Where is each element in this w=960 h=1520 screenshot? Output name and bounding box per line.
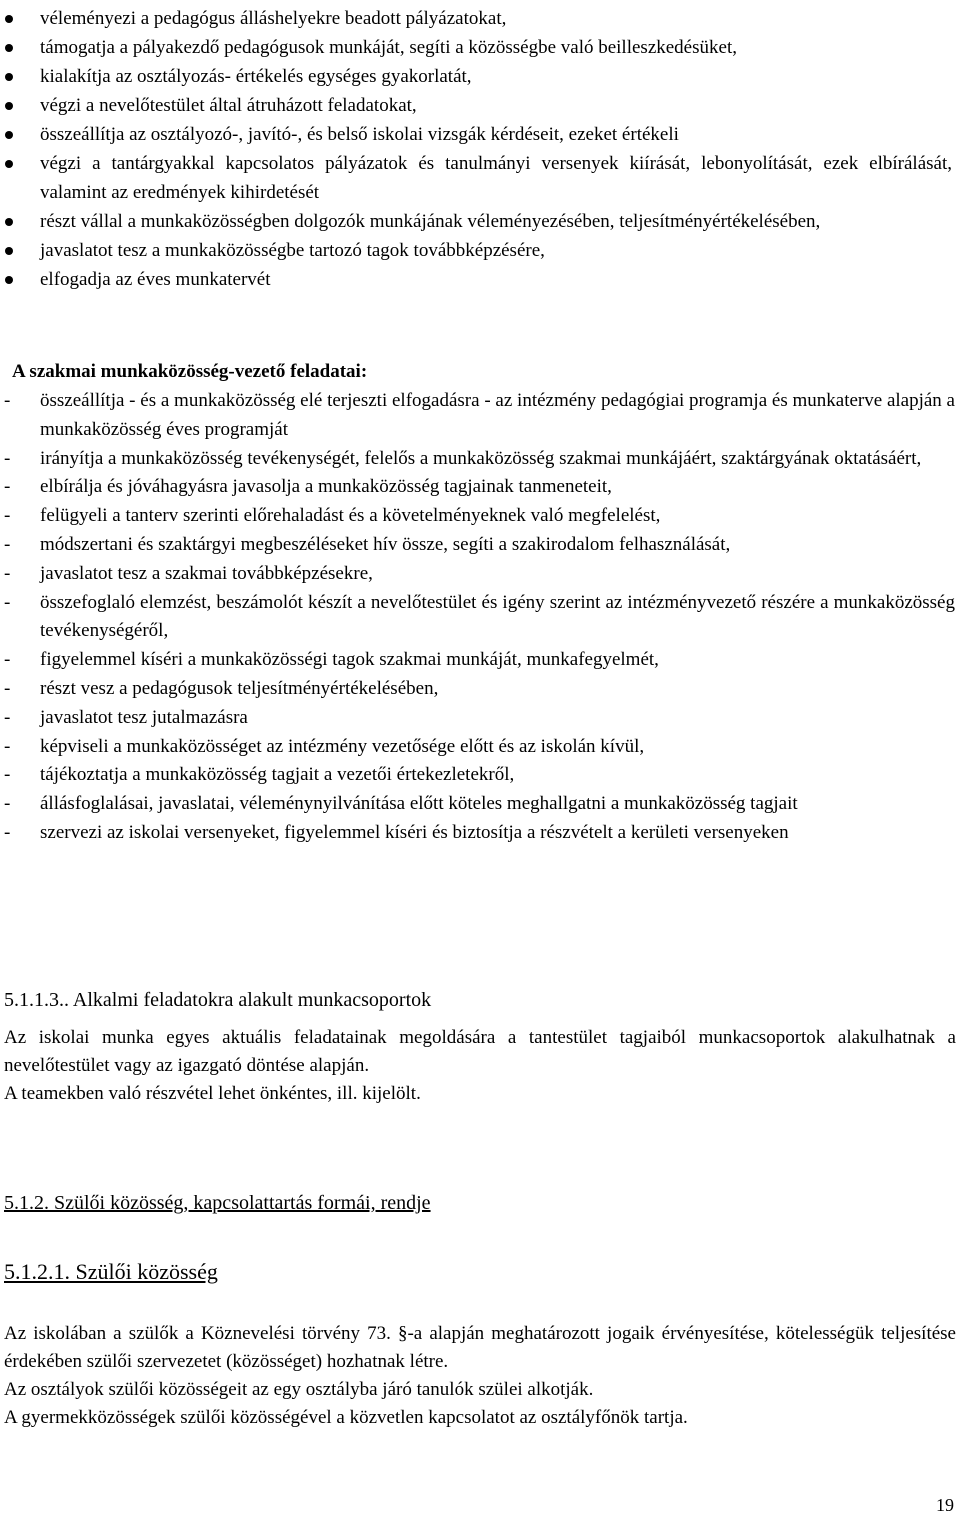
bullet-item bbox=[0, 207, 952, 236]
bullet-dot-icon bbox=[5, 131, 13, 139]
dash-item bbox=[0, 704, 955, 733]
dash-item bbox=[0, 790, 955, 819]
dash-text: tájékoztatja a munkaközösség tagjait a vezetői értekezletekről, bbox=[40, 764, 515, 786]
bullet-text: elfogadja az éves munkatervét bbox=[40, 269, 271, 290]
dash-text: összefoglaló elemzést, beszámolót készít a nevelőtestület és igény szerint az intézményvezető részére a munkaközösség tevékenységéről, bbox=[40, 591, 955, 642]
bullet-dot-icon bbox=[5, 247, 13, 255]
dash-text: képviseli a munkaközösséget az intézmény vezetősége előtt és az iskolán kívül, bbox=[40, 735, 645, 757]
bullet-text: javaslatot tesz a munkaközösségbe tartozó tagok továbbképzésére, bbox=[40, 240, 545, 261]
bullet-text: támogatja a pályakezdő pedagógusok munkáját, segíti a közösségbe való beilleszkedésüket, bbox=[40, 37, 737, 58]
bullet-dot-icon bbox=[5, 73, 13, 81]
dash-item bbox=[0, 445, 955, 474]
bullet-dot-icon bbox=[5, 15, 13, 23]
bullet-item bbox=[0, 33, 952, 62]
dash-item bbox=[0, 502, 955, 531]
dash-item bbox=[0, 819, 955, 848]
paragraph-line: Az iskolai munka egyes aktuális feladatainak megoldására a tantestület tagjaiból munkacsoportok alakulhatnak a nevelőtestület vagy az igazgató döntése alapján. bbox=[4, 1027, 956, 1076]
bullet-dot-icon bbox=[5, 160, 13, 168]
dash-text: figyelemmel kíséri a munkaközösségi tagok szakmai munkáját, munkafegyelmét, bbox=[40, 649, 659, 671]
bullet-item bbox=[0, 265, 952, 294]
dash-text: irányítja a munkaközösség tevékenységét, felelős a munkaközösség szakmai munkájáért, szaktárgyának oktatásáért, bbox=[40, 447, 922, 469]
dash-item bbox=[0, 387, 955, 445]
bullet-dot-icon bbox=[5, 276, 13, 284]
dash-item bbox=[0, 560, 955, 589]
member-duties-bullet-list bbox=[0, 4, 952, 294]
dash-text: javaslatot tesz a szakmai továbbképzésekre, bbox=[40, 562, 373, 584]
dash-item bbox=[0, 589, 955, 647]
dash-marker: - bbox=[4, 505, 11, 527]
dash-text: összeállítja - és a munkaközösség elé terjeszti elfogadásra - az intézmény pedagógiai programja és munkaterve alapján a munkaközösség éves programját bbox=[40, 390, 955, 440]
dash-marker: - bbox=[4, 677, 11, 699]
dash-text: javaslatot tesz jutalmazásra bbox=[40, 706, 248, 728]
bullet-dot-icon bbox=[5, 218, 13, 226]
paragraph-line: Az osztályok szülői közösségeit az egy osztályba járó tanulók szülei alkotják. bbox=[4, 1379, 594, 1400]
dash-item bbox=[0, 473, 955, 502]
dash-text: módszertani és szaktárgyi megbeszéléseket hív össze, segíti a szakirodalom felhasználását, bbox=[40, 533, 731, 555]
dash-marker: - bbox=[4, 706, 11, 728]
dash-marker: - bbox=[4, 821, 11, 843]
dash-item bbox=[0, 646, 955, 675]
bullet-text: véleményezi a pedagógus álláshelyekre beadott pályázatokat, bbox=[40, 8, 507, 29]
bullet-dot-icon bbox=[5, 44, 13, 52]
leader-duties-heading: A szakmai munkaközösség-vezető feladatai: bbox=[12, 361, 368, 382]
bullet-text: összeállítja az osztályozó-, javító-, és belső iskolai vizsgák kérdéseit, ezeket értékeli bbox=[40, 124, 679, 145]
dash-text: elbírálja és jóváhagyásra javasolja a munkaközösség tagjainak tanmeneteit, bbox=[40, 476, 612, 498]
dash-item bbox=[0, 531, 955, 560]
bullet-item bbox=[0, 91, 952, 120]
paragraph-line: Az iskolában a szülők a Köznevelési törvény 73. §-a alapján meghatározott jogaik érvényesítése, kötelességük teljesítése érdekében szülői szervezetet (közösséget) hozhatnak létre. bbox=[4, 1323, 956, 1372]
bullet-item bbox=[0, 149, 952, 207]
dash-marker: - bbox=[4, 591, 11, 613]
dash-text: állásfoglalásai, javaslatai, véleménynyilvánítása előtt köteles meghallgatni a munkaközösség tagjait bbox=[40, 793, 798, 815]
dash-marker: - bbox=[4, 649, 11, 671]
leader-duties-dash-list bbox=[0, 387, 955, 848]
dash-marker: - bbox=[4, 390, 11, 411]
dash-text: felügyeli a tanterv szerinti előrehaladást és a követelményeknek való megfelelést, bbox=[40, 505, 661, 527]
dash-marker: - bbox=[4, 764, 11, 786]
bullet-text: részt vállal a munkaközösségben dolgozók munkájának véleményezésében, teljesítményértékelésében, bbox=[40, 211, 821, 232]
bullet-item bbox=[0, 236, 952, 265]
section-5121-body bbox=[4, 1320, 956, 1432]
bullet-dot-icon bbox=[5, 102, 13, 110]
dash-text: részt vesz a pedagógusok teljesítményértékelésében, bbox=[40, 677, 439, 699]
dash-item bbox=[0, 733, 955, 762]
dash-marker: - bbox=[4, 562, 11, 584]
dash-marker: - bbox=[4, 447, 11, 469]
page-number: 19 bbox=[936, 1495, 954, 1515]
dash-item bbox=[0, 761, 955, 790]
paragraph-line: A gyermekközösségek szülői közösségével a közvetlen kapcsolatot az osztályfőnök tartja. bbox=[4, 1407, 688, 1428]
bullet-item bbox=[0, 4, 952, 33]
section-5113-body bbox=[4, 1024, 956, 1108]
section-5113-title: 5.1.1.3.. Alkalmi feladatokra alakult munkacsoportok bbox=[4, 989, 432, 1011]
bullet-text: kialakítja az osztályozás- értékelés egységes gyakorlatát, bbox=[40, 66, 472, 87]
dash-item bbox=[0, 675, 955, 704]
dash-marker: - bbox=[4, 735, 11, 757]
section-5121-title: 5.1.2.1. Szülői közösség bbox=[4, 1259, 218, 1284]
bullet-item bbox=[0, 120, 952, 149]
bullet-item bbox=[0, 62, 952, 91]
dash-marker: - bbox=[4, 533, 11, 555]
bullet-text: végzi a nevelőtestület által átruházott feladatokat, bbox=[40, 95, 417, 116]
section-512-title: 5.1.2. Szülői közösség, kapcsolattartás formái, rendje bbox=[4, 1192, 431, 1214]
dash-text: szervezi az iskolai versenyeket, figyelemmel kíséri és biztosítja a részvételt a kerületi versenyeken bbox=[40, 821, 789, 843]
bullet-text: végzi a tantárgyakkal kapcsolatos pályázatok és tanulmányi versenyek kiírását, lebonyolítását, ezek elbírálását, valamint az eredmények kihirdetését bbox=[40, 153, 952, 203]
dash-marker: - bbox=[4, 476, 11, 498]
dash-marker: - bbox=[4, 793, 11, 815]
paragraph-line: A teamekben való részvétel lehet önkéntes, ill. kijelölt. bbox=[4, 1083, 421, 1104]
